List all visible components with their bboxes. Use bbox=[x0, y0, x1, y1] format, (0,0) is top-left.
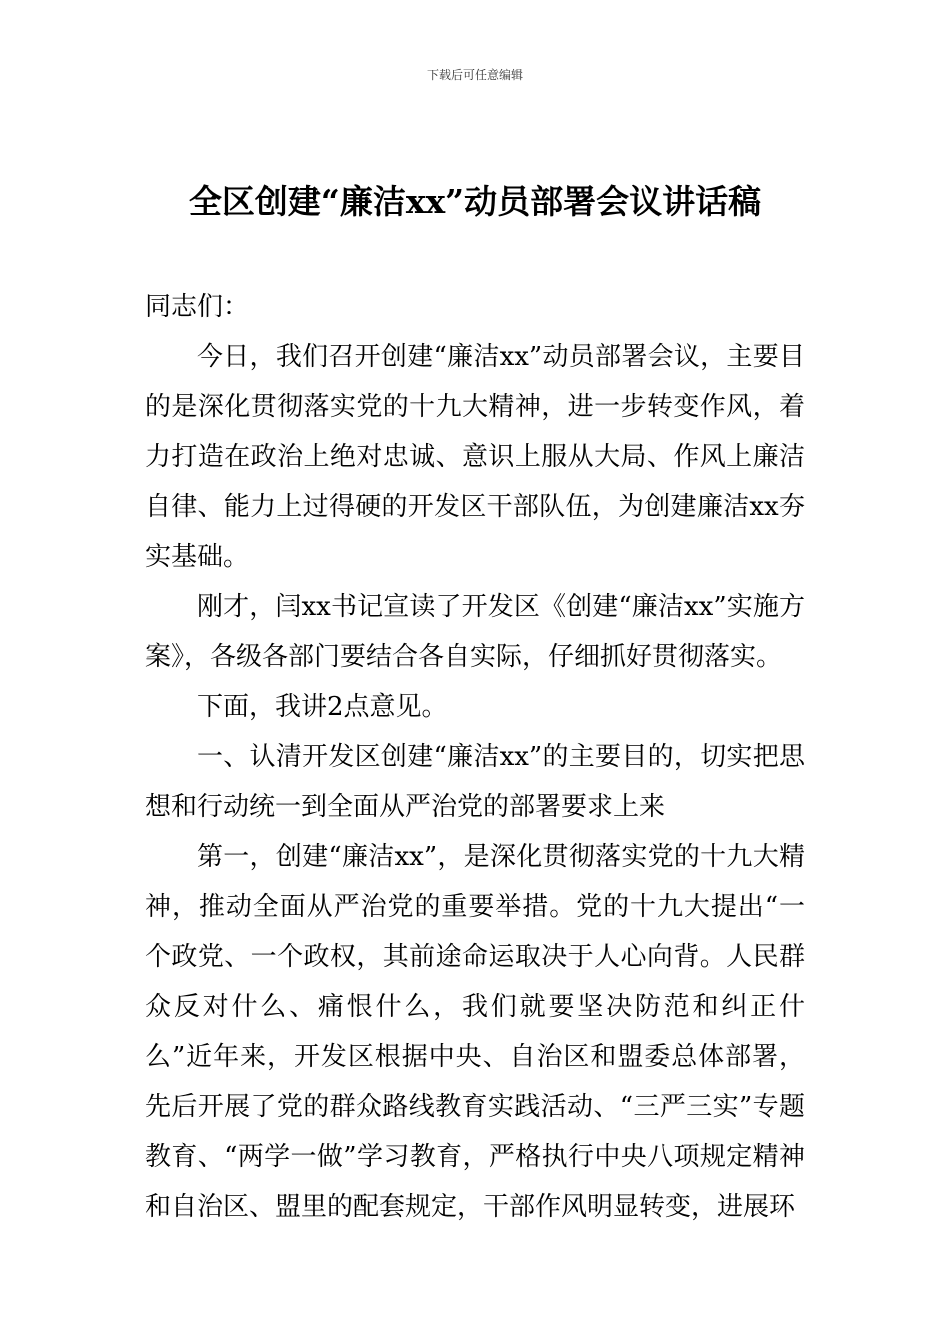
document-body bbox=[145, 282, 805, 1232]
paragraph-1: 今日，我们召开创建“廉洁xx”动员部署会议，主要目的是深化贯彻落实党的十九大精神，进一步转变作风，着力打造在政治上绝对忠诚、意识上服从大局、作风上廉洁自律、能力上过得硬的开发区干部队伍，为创建廉洁xx夯实基础。 bbox=[145, 342, 805, 572]
salutation: 同志们： bbox=[145, 292, 250, 322]
document-title: 全区创建“廉洁xx”动员部署会议讲话稿 bbox=[188, 182, 762, 221]
paragraph-4: 第一，创建“廉洁xx”，是深化贯彻落实党的十九大精神，推动全面从严治党的重要举措。党的十九大提出“一个政党、一个政权，其前途命运取决于人心向背。人民群众反对什么、痛恨什么，我们就要坚决防范和纠正什么”近年来，开发区根据中央、自治区和盟委总体部署，先后开展了党的群众路线教育实践活动、“三严三实”专题教育、“两学一做”学习教育，严格执行中央八项规定精神和自治区、盟里的配套规定，干部作风明显转变，进展环 bbox=[145, 842, 805, 1222]
paragraph-2: 刚才，闫xx书记宣读了开发区《创建“廉洁xx”实施方案》，各级各部门要结合各自实际，仔细抓好贯彻落实。 bbox=[145, 592, 805, 672]
paragraph-3: 下面，我讲2点意见。 bbox=[197, 692, 448, 722]
header-note: 下载后可任意编辑 bbox=[426, 68, 523, 82]
section-heading-1: 一、认清开发区创建“廉洁xx”的主要目的，切实把思想和行动统一到全面从严治党的部署要求上来 bbox=[145, 742, 805, 822]
